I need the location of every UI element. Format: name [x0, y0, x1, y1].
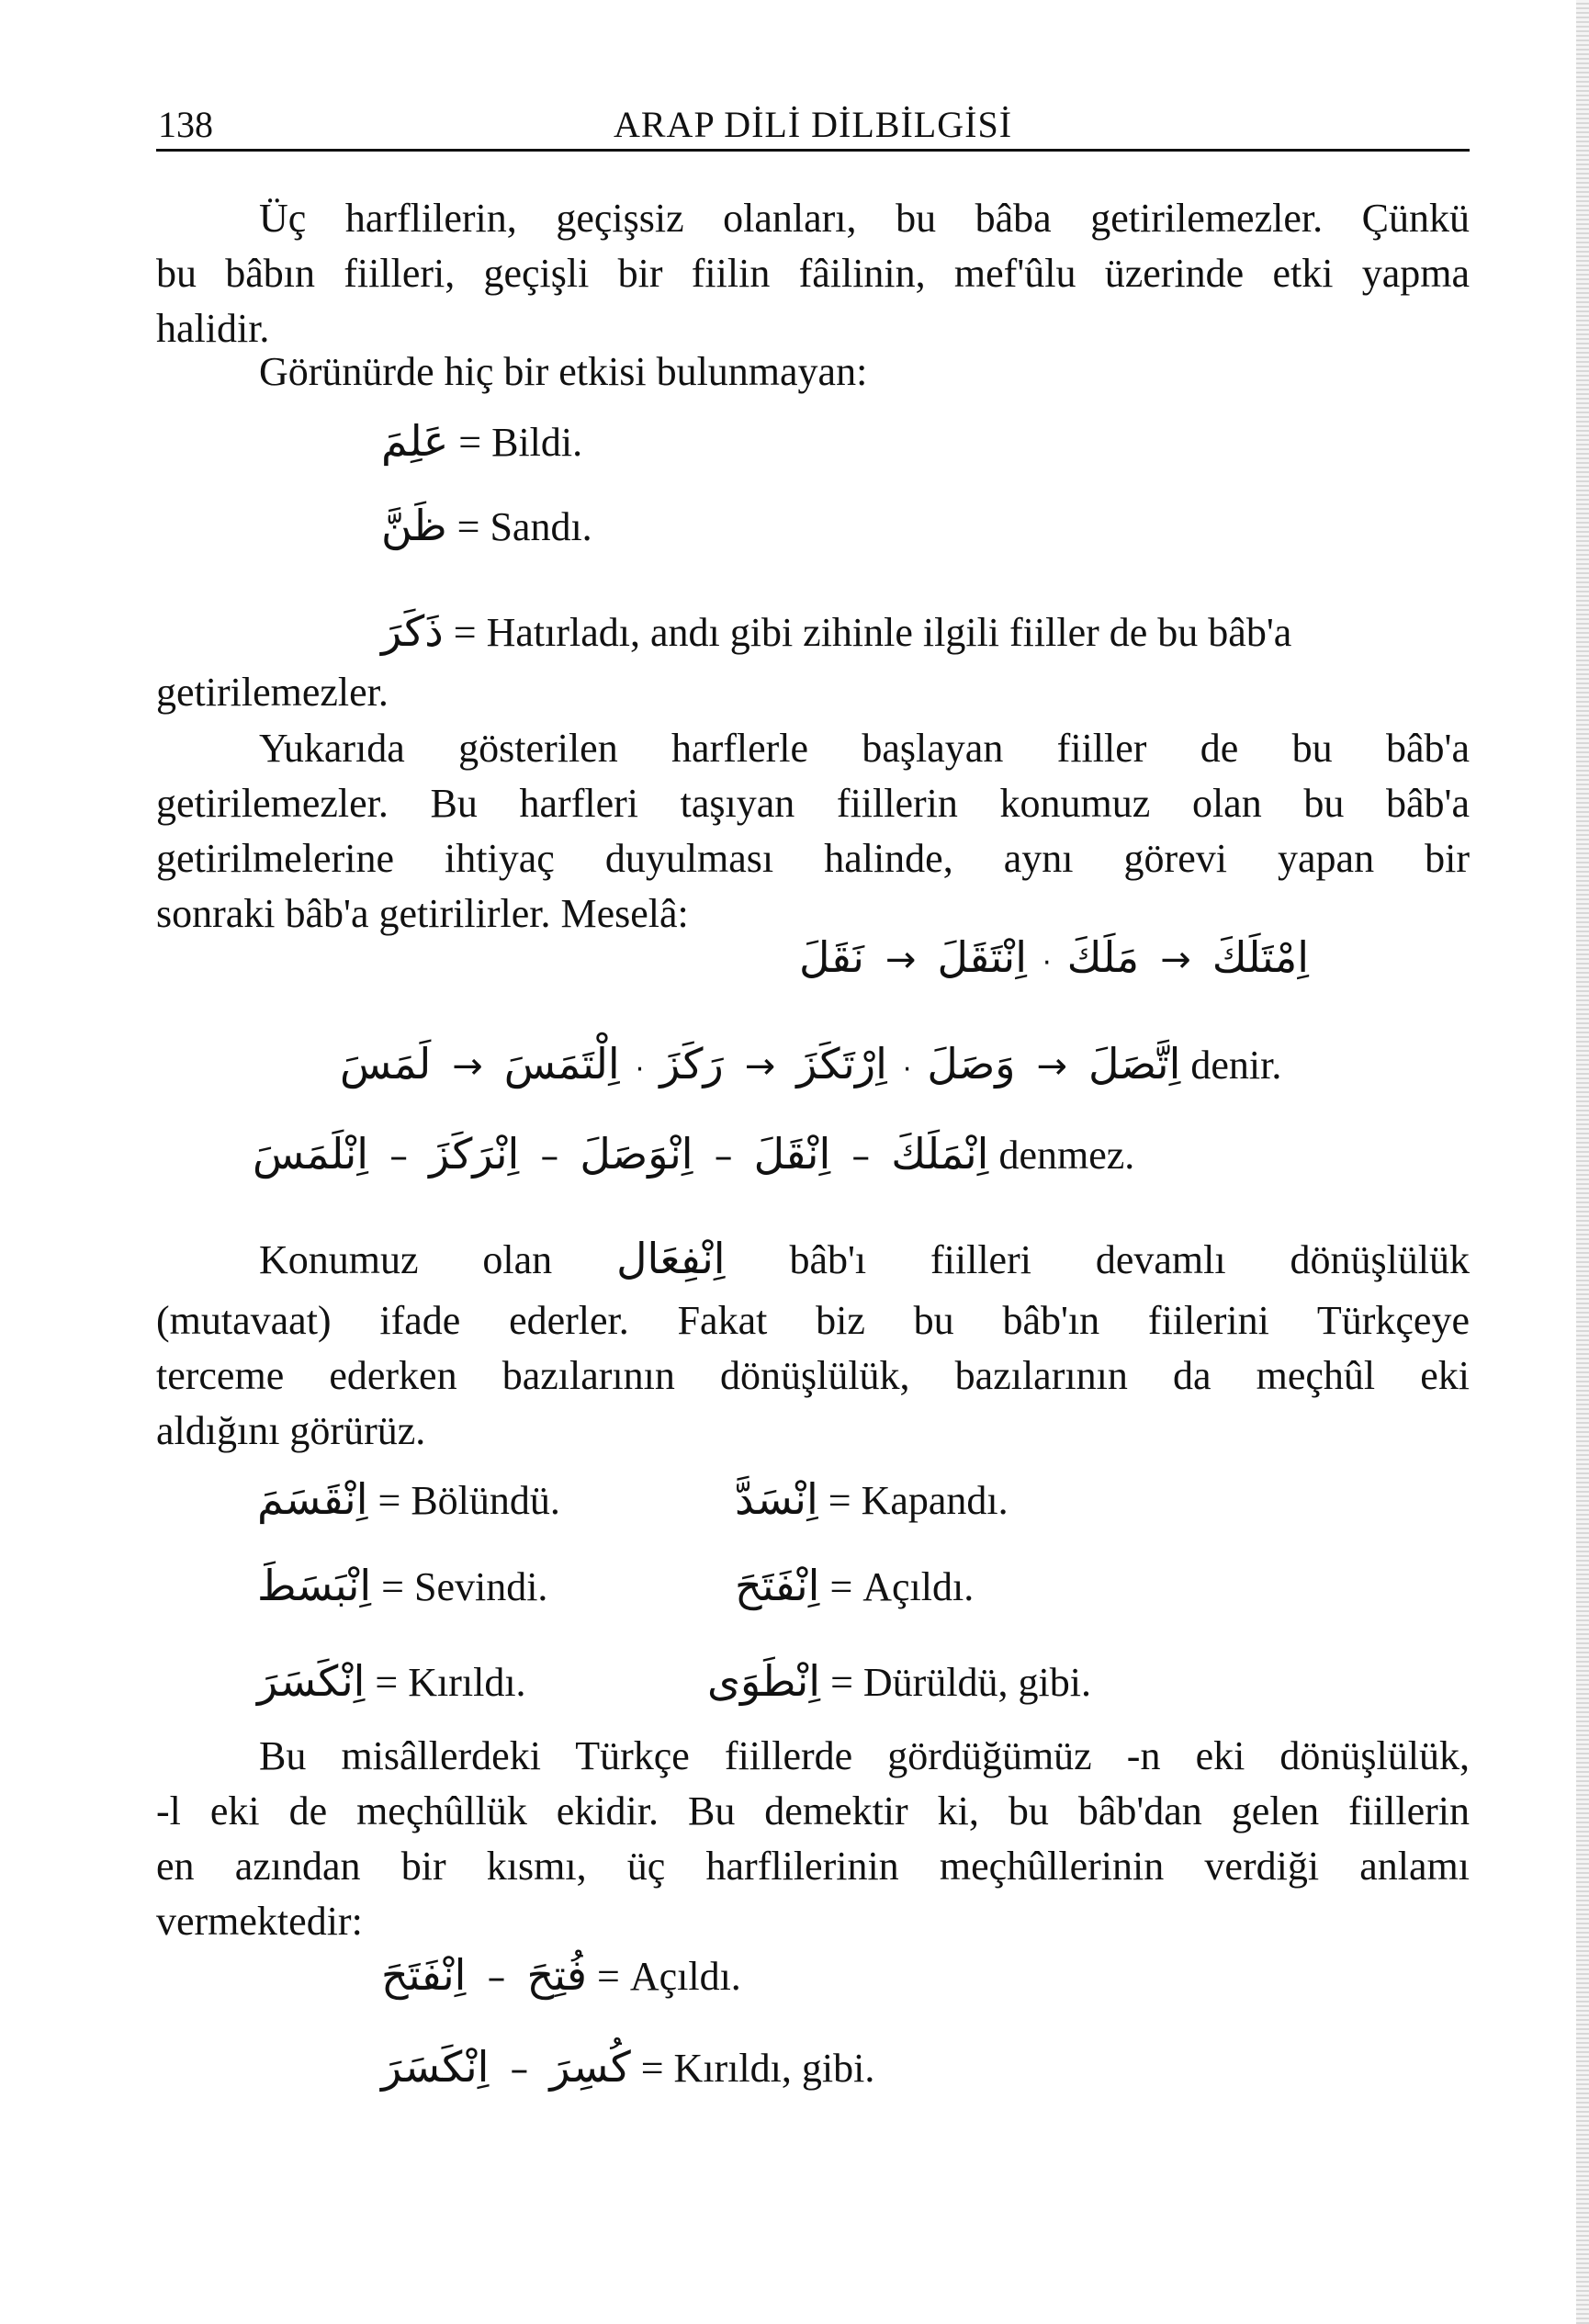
arabic-word: فُتِحَ — [526, 1950, 588, 2000]
dash: – — [487, 1957, 506, 1999]
gloss: = Kırıldı. — [375, 1660, 526, 1705]
arabic-word: وَصَلَ — [927, 1039, 1016, 1089]
arabic-word: اِنْبَسَطَ — [257, 1561, 372, 1610]
text-line: -l eki de meçhûllük ekidir. Bu demektir ki, bu bâb'dan gelen fiillerin — [156, 1788, 1470, 1833]
gloss: = Sandı. — [456, 504, 592, 549]
gloss: = Kırıldı, gibi. — [640, 2046, 875, 2091]
separator-dot: · — [902, 1054, 912, 1086]
text-line: getirilemezler. Bu harfleri taşıyan fiillerin konumuz olan bu bâb'a — [156, 781, 1470, 826]
example-3-continuation — [156, 665, 1470, 720]
arabic-row-2 — [340, 1034, 1281, 1100]
text-line: Yukarıda gösterilen harflerle başlayan fiiller de bu bâb'a — [259, 726, 1470, 771]
arrow-icon: → — [1160, 939, 1191, 981]
text-line: getirilemezler. — [156, 670, 389, 715]
arabic-word: مَلَكَ — [1066, 932, 1140, 982]
example-pair-left — [257, 1470, 560, 1530]
paragraph-3 — [156, 721, 1470, 942]
text-line: (mutavaat) ifade ederler. Fakat biz bu bâb'ın fiilerini Türkçeye — [156, 1298, 1470, 1343]
arabic-word: نَقَلَ — [799, 932, 864, 982]
text-segment: Konumuz olan — [259, 1237, 553, 1282]
example-pair-left — [257, 1556, 547, 1617]
separator-dot: · — [1042, 947, 1052, 979]
dash: – — [540, 1135, 559, 1178]
final-example-2 — [381, 2037, 874, 2099]
arabic-word: اِنْسَدَّ — [735, 1474, 818, 1524]
final-example-1 — [381, 1946, 741, 2007]
running-title: ARAP DİLİ DİLBİLGİSİ — [613, 104, 1013, 145]
example-3 — [381, 602, 1291, 662]
arabic-word: اِنْقَلَ — [753, 1129, 831, 1179]
text-line: vermektedir: — [156, 1899, 363, 1944]
arabic-word: لَمَسَ — [340, 1039, 432, 1089]
arabic-word: اِنْمَلَكَ — [891, 1129, 989, 1179]
dash: – — [714, 1135, 733, 1178]
example-pair-right — [735, 1470, 1009, 1530]
paragraph-4 — [156, 1293, 1470, 1459]
example-pair-left — [257, 1652, 526, 1712]
gloss: = Açıldı. — [829, 1564, 975, 1609]
gloss: = Hatırladı, andı gibi zihinle ilgili fiiller de bu bâb'a — [453, 610, 1292, 655]
gloss: = Kapandı. — [828, 1478, 1009, 1523]
text-line: getirilmelerine ihtiyaç duyulması halinde, aynı görevi yapan bir — [156, 836, 1470, 881]
text-line — [156, 1222, 1470, 1295]
example-1 — [381, 412, 582, 472]
arabic-word: اِنْطَوَى — [707, 1656, 821, 1706]
paragraph-2 — [156, 344, 1470, 400]
arabic-word: اِرْتَكَزَ — [796, 1039, 887, 1089]
gloss: = Açıldı. — [597, 1954, 741, 1999]
separator-dot: · — [635, 1054, 645, 1086]
arabic-word: اِنْوَصَلَ — [580, 1129, 693, 1179]
arrow-icon: → — [744, 1045, 776, 1088]
gloss: = Bildi. — [458, 420, 583, 465]
text-line: Üç harflilerin, geçişsiz olanları, bu bâba getirilemezler. Çünkü — [259, 196, 1470, 241]
paragraph-1 — [156, 191, 1470, 356]
gloss: = Bölündü. — [378, 1478, 560, 1523]
dash: – — [510, 2048, 529, 2091]
arrow-icon: → — [885, 939, 917, 981]
row-tail: denmez. — [998, 1133, 1135, 1178]
arabic-word: اِنْفَتَحَ — [735, 1561, 820, 1610]
text-line: Görünürde hiç bir etkisi bulunmayan: — [259, 349, 868, 394]
text-line: bu bâbın fiilleri, geçişli bir fiilin fâilinin, mef'ûlu üzerinde etki yapma — [156, 251, 1470, 296]
page-edge — [1576, 0, 1589, 2324]
arabic-word: اِمْتَلَكَ — [1211, 932, 1310, 982]
arabic-word: ذَكَرَ — [381, 606, 444, 656]
arabic-word: اِتَّصَلَ — [1088, 1039, 1181, 1089]
arabic-word: كُسِرَ — [549, 2042, 631, 2092]
text-segment: bâb'ı fiilleri devamlı dönüşlülük — [789, 1237, 1471, 1282]
row-tail: denir. — [1190, 1043, 1282, 1088]
arabic-word: اِلْتَمَسَ — [503, 1039, 620, 1089]
arabic-row-3 — [253, 1124, 1134, 1186]
paragraph-4-first-line — [156, 1222, 1470, 1295]
example-pair-right — [707, 1652, 1091, 1712]
page-header — [156, 103, 1470, 147]
dash: – — [851, 1135, 871, 1178]
dash: – — [389, 1135, 409, 1178]
arabic-word: اِنْفَتَحَ — [381, 1950, 467, 2000]
text-line: halidir. — [156, 306, 270, 351]
text-line: terceme ederken bazılarının dönüşlülük, bazılarının da meçhûl eki — [156, 1353, 1470, 1398]
arabic-word: رَكَزَ — [659, 1039, 724, 1089]
arabic-word: اِنْقَسَمَ — [257, 1474, 368, 1524]
arrow-icon: → — [1036, 1045, 1068, 1088]
arrow-icon: → — [452, 1045, 483, 1088]
text-line: sonraki bâb'a getirilirler. Meselâ: — [156, 891, 689, 936]
gloss: = Dürüldü, gibi. — [830, 1660, 1092, 1705]
arabic-word: اِنْفِعَال — [616, 1234, 726, 1283]
header-rule — [156, 149, 1470, 152]
text-line: en azından bir kısmı, üç harflilerinin meçhûllerinin verdiği anlamı — [156, 1844, 1470, 1889]
arabic-word: اِنْكَسَرَ — [381, 2042, 490, 2092]
arabic-word: ظَنَّ — [381, 501, 447, 550]
arabic-word: اِنْلَمَسَ — [253, 1129, 369, 1179]
arabic-row-1 — [799, 928, 1309, 993]
arabic-word: اِنْرَكَزَ — [429, 1129, 520, 1179]
paragraph-5 — [156, 1729, 1470, 1949]
example-2 — [381, 496, 592, 557]
page-number: 138 — [158, 104, 213, 145]
arabic-word: اِنْتَقَلَ — [937, 932, 1028, 982]
example-pair-right — [735, 1556, 974, 1617]
text-line: aldığını görürüz. — [156, 1408, 426, 1453]
gloss: = Sevindi. — [381, 1564, 548, 1609]
text-line: Bu misâllerdeki Türkçe fiillerde gördüğümüz -n eki dönüşlülük, — [259, 1733, 1470, 1778]
arabic-word: عَلِمَ — [381, 416, 449, 466]
arabic-word: اِنْكَسَرَ — [257, 1656, 366, 1706]
